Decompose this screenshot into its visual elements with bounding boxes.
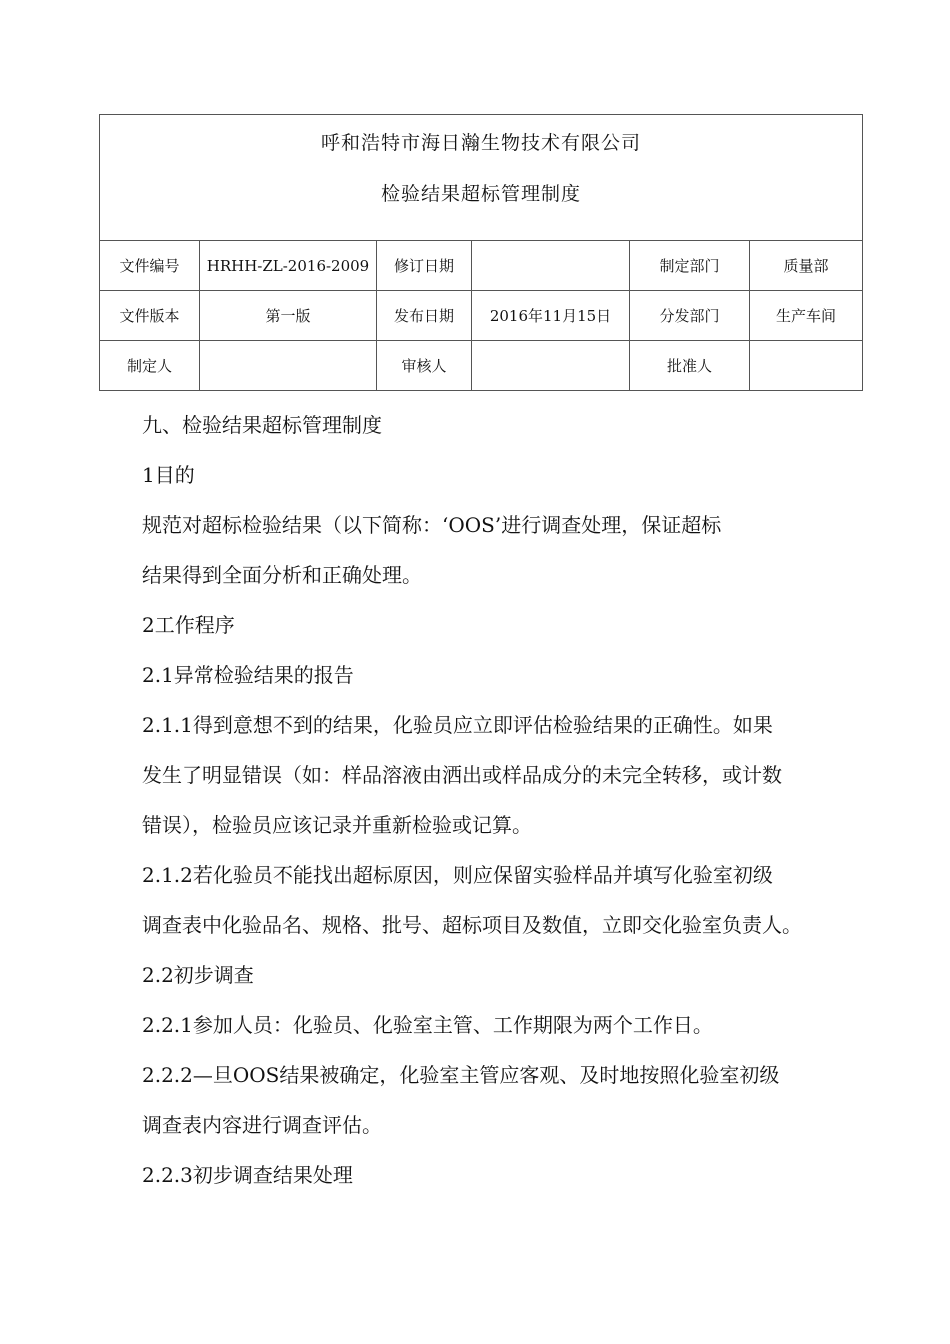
subheading: 2.2.3初步调查结果处理 bbox=[142, 1163, 353, 1187]
section-heading: 九、检验结果超标管理制度 bbox=[142, 413, 382, 437]
meta-label: 修订日期 bbox=[377, 241, 472, 291]
meta-value: HRHH-ZL-2016-2009 bbox=[200, 241, 377, 291]
document-body bbox=[142, 405, 882, 1205]
meta-label: 批准人 bbox=[630, 341, 750, 391]
meta-label: 发布日期 bbox=[377, 291, 472, 341]
document-title: 检验结果超标管理制度 bbox=[381, 182, 582, 205]
meta-label: 文件版本 bbox=[100, 291, 200, 341]
paragraph-line: 规范对超标检验结果（以下简称：‘OOS’进行调查处理，保证超标 bbox=[142, 513, 722, 537]
meta-label: 制定人 bbox=[100, 341, 200, 391]
paragraph-line: 结果得到全面分析和正确处理。 bbox=[142, 563, 422, 587]
meta-value bbox=[750, 341, 863, 391]
paragraph-line: 2.2.2—旦OOS结果被确定，化验室主管应客观、及时地按照化验室初级 bbox=[142, 1063, 780, 1087]
meta-row bbox=[100, 241, 863, 291]
paragraph-line: 2.2.1参加人员：化验员、化验室主管、工作期限为两个工作日。 bbox=[142, 1013, 713, 1037]
paragraph-line: 2.1.2若化验员不能找出超标原因，则应保留实验样品并填写化验室初级 bbox=[142, 863, 773, 887]
meta-value bbox=[472, 241, 630, 291]
paragraph-line: 2.1.1得到意想不到的结果，化验员应立即评估检验结果的正确性。如果 bbox=[142, 713, 773, 737]
company-name: 呼和浩特市海日瀚生物技术有限公司 bbox=[321, 131, 642, 154]
meta-row bbox=[100, 341, 863, 391]
document-header-table bbox=[99, 114, 863, 391]
meta-value: 生产车间 bbox=[750, 291, 863, 341]
meta-label: 文件编号 bbox=[100, 241, 200, 291]
meta-row bbox=[100, 291, 863, 341]
paragraph-line: 调查表内容进行调查评估。 bbox=[142, 1113, 382, 1137]
paragraph-line: 发生了明显错误（如：样品溶液由洒出或样品成分的未完全转移，或计数 bbox=[142, 763, 782, 787]
meta-value: 第一版 bbox=[200, 291, 377, 341]
subheading: 2.2初步调查 bbox=[142, 963, 254, 987]
subheading: 1目的 bbox=[142, 463, 195, 487]
meta-value: 2016年11月15日 bbox=[472, 291, 630, 341]
meta-label: 审核人 bbox=[377, 341, 472, 391]
meta-value bbox=[472, 341, 630, 391]
subheading: 2.1异常检验结果的报告 bbox=[142, 663, 354, 687]
meta-value: 质量部 bbox=[750, 241, 863, 291]
paragraph-line: 错误），检验员应该记录并重新检验或记算。 bbox=[142, 813, 532, 837]
paragraph-line: 调查表中化验品名、规格、批号、超标项目及数值，立即交化验室负责人。 bbox=[142, 913, 802, 937]
meta-label: 分发部门 bbox=[630, 291, 750, 341]
title-cell bbox=[100, 115, 863, 241]
subheading: 2工作程序 bbox=[142, 613, 235, 637]
meta-value bbox=[200, 341, 377, 391]
meta-label: 制定部门 bbox=[630, 241, 750, 291]
